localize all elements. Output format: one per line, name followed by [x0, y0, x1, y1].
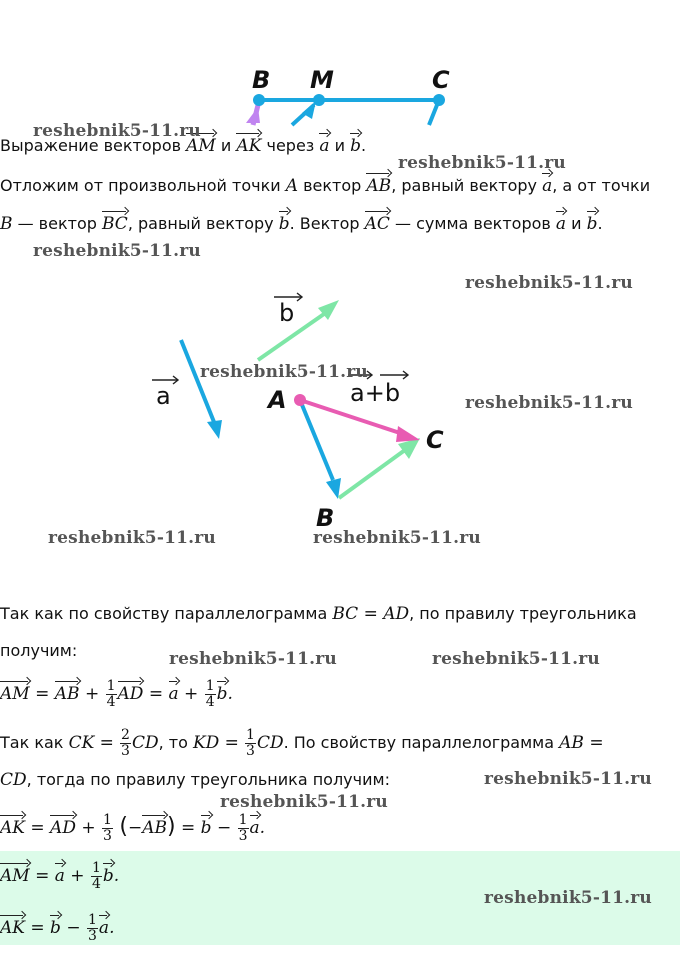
arrow-violet [246, 107, 260, 123]
fraction: $\frac{1}{4}$ [91, 859, 101, 892]
line-6: Так как CK = $\frac{2}{3}$ CD, то KD = $\frac{1}{3}$ CD. По свойству параллелограмма AB = [0, 727, 604, 759]
watermark: reshebnik5-11.ru [432, 649, 600, 669]
watermark: reshebnik5-11.ru [33, 121, 201, 141]
fraction: $\frac{1}{3}$ [238, 811, 248, 844]
watermark: reshebnik5-11.ru [484, 769, 652, 789]
label-b-vec: b [279, 299, 295, 327]
label-point-a: A [268, 386, 287, 414]
label-b: B [252, 66, 271, 94]
line-3: B — вектор BC, равный вектору b. Вектор AC — сумма векторов a и b. [0, 208, 603, 234]
line-4: Так как по свойству параллелограмма BC = AD, по правилу треугольника [0, 604, 637, 624]
answer-1: AM = a + $\frac{1}{4}$ b. [0, 859, 120, 892]
point-a-dot [294, 394, 306, 406]
watermark: reshebnik5-11.ru [200, 362, 368, 382]
top-figure [0, 55, 680, 130]
point-c-dot [433, 94, 445, 106]
label-sum: a+b [350, 379, 401, 407]
vector-ac-head [396, 426, 420, 442]
fraction: $\frac{1}{3}$ [246, 727, 255, 759]
label-point-b: B [316, 504, 335, 532]
label-point-c: C [426, 426, 444, 454]
point-m-dot [313, 94, 325, 106]
vector-ab-line [300, 400, 333, 480]
label-a: a [156, 382, 171, 410]
watermark: reshebnik5-11.ru [484, 888, 652, 908]
watermark: reshebnik5-11.ru [398, 153, 566, 173]
label-m: M [310, 66, 334, 94]
watermark: reshebnik5-11.ru [465, 273, 633, 293]
line-1: Выражение векторов AM и AK через a и b. [0, 130, 366, 156]
fraction: $\frac{1}{3}$ [103, 811, 112, 844]
line-7: CD, тогда по правилу треугольника получим: [0, 770, 390, 790]
fraction: $\frac{1}{4}$ [205, 677, 215, 710]
point-b-dot [253, 94, 265, 106]
fraction: $\frac{1}{4}$ [106, 677, 116, 710]
label-c: C [432, 66, 450, 94]
watermark: reshebnik5-11.ru [169, 649, 337, 669]
equation-2: AK = AD + $\frac{1}{3}$ (−AB) = b − $\frac{1}{3}$ a. [0, 811, 266, 844]
equation-1: AM = AB + $\frac{1}{4}$ AD = a + $\frac{1}{4}$ b. [0, 677, 233, 710]
vector-a-head [207, 420, 222, 439]
answer-2: AK = b − $\frac{1}{3}$ a. [0, 911, 115, 944]
watermark: reshebnik5-11.ru [313, 528, 481, 548]
watermark: reshebnik5-11.ru [48, 528, 216, 548]
fraction: $\frac{2}{3}$ [121, 727, 130, 759]
watermark: reshebnik5-11.ru [465, 393, 633, 413]
vector-bc-line [339, 450, 405, 498]
watermark: reshebnik5-11.ru [220, 792, 388, 812]
watermark: reshebnik5-11.ru [33, 241, 201, 261]
fraction: $\frac{1}{3}$ [88, 911, 97, 944]
line-5: получим: [0, 641, 78, 660]
line-2: Отложим от произвольной точки A вектор AB, равный вектору a, а от точки [0, 170, 650, 196]
